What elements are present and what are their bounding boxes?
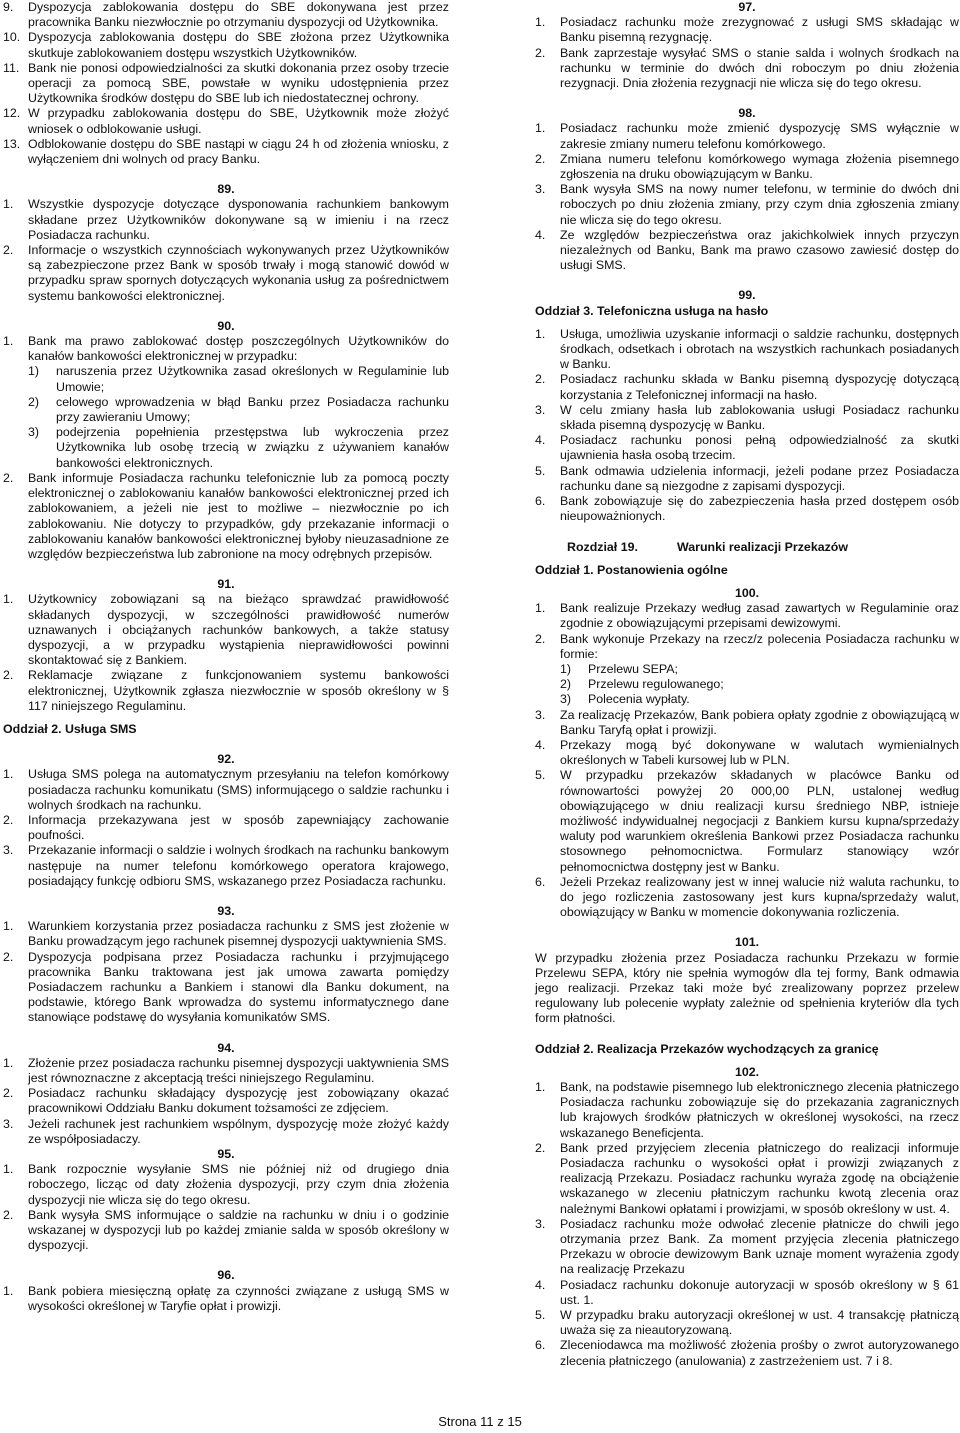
item-number: 2. [3,668,14,683]
item-number: 4. [535,433,546,448]
item-text: Ze względów bezpieczeństwa oraz jakichkolwiek innych przyczyn niezależnych od Banku, Bank ma prawo czasowo zawiesić dostęp do usługi SMS. [560,227,959,273]
list-item [3,668,449,714]
section-number: 94. [217,1040,235,1055]
item-number: 1. [3,1162,14,1177]
spacer [3,1026,449,1041]
item-number: 3. [535,1216,546,1231]
item-number: 1. [3,767,14,782]
list-item [3,106,449,136]
list-item [3,919,449,949]
section-number: 89. [217,182,235,197]
spacer [3,304,449,319]
item-number: 3. [535,182,546,197]
list-item [535,632,959,662]
item-number: 2. [535,151,546,166]
item-number: 2. [3,243,14,258]
sub-list-item [3,364,449,394]
list-item [535,327,959,373]
item-number: 2. [535,631,546,646]
spacer [3,714,449,722]
item-text: Dyspozycja zablokowania dostępu do SBE dokonywana jest przez pracownika Banku niezwłocznie po otrzymaniu dyspozycji od Użytkownika. [28,0,449,30]
item-text: Polecenia wypłaty. [588,692,690,707]
item-number: 5. [535,463,546,478]
spacer [3,889,449,904]
list-item [535,1217,959,1278]
item-number: 3) [28,425,40,440]
list-item [535,46,959,92]
item-number: 1. [3,1283,14,1298]
sub-list-item [3,395,449,425]
list-item [3,813,449,843]
list-item [535,1080,959,1141]
item-text: Bank wykonuje Przekazy na rzecz/z polecenia Posiadacza rachunku w formie: [560,631,959,661]
list-item [535,708,959,738]
list-item [535,494,959,524]
item-number: 3. [3,843,14,858]
item-number: 3. [535,707,546,722]
section-number: 102. [734,1064,760,1079]
item-text: Złożenie przez posiadacza rachunku pisemnej dyspozycji uaktywnienia SMS jest równoznaczne z akceptacją treści niniejszego Regulaminu. [28,1055,449,1085]
list-item [3,30,449,60]
sub-list-item [535,662,959,677]
item-number: 11. [3,60,20,75]
item-number: 4. [535,227,546,242]
item-number: 2. [3,1207,14,1222]
spacer [535,920,959,935]
item-text: naruszenia przez Użytkownika zasad określonych w Regulaminie lub Umowie; [56,364,449,394]
item-number: 5. [535,768,546,783]
item-text: Zleceniodawca ma możliwość złożenia prośby o zwrot autoryzowanego zlecenia płatniczego (anulowania) z zastrzeżeniem ust. 7 i 8. [560,1338,959,1368]
item-text: Posiadacz rachunku składa w Banku pisemną dyspozycję dotyczącą korzystania z Telefonicznej informacji na hasło. [560,372,959,402]
item-text: celowego wprowadzenia w błąd Banku przez Posiadacza rachunku przy zawieraniu Umowy; [56,394,449,425]
item-text: Bank wysyła SMS informujące o saldzie na rachunku w dniu i o godzinie wskazanej w dyspozycji lub po każdej zmianie salda w sposób określony w dyspozycji. [28,1207,449,1253]
section-number: 99. [738,288,756,303]
list-item [3,843,449,889]
list-item [3,1056,449,1086]
item-number: 1. [535,1080,546,1094]
spacer [3,737,449,752]
item-text: Bank rozpocznie wysyłanie SMS nie później niż od drugiego dnia roboczego, licząc od daty złożenia dyspozycji, przy czym dnia złożenia dyspozycji nie wlicza się do tego okresu. [28,1162,449,1207]
spacer [3,562,449,577]
item-text: W przypadku zablokowania dostępu do SBE, Użytkownik może złożyć wniosek o odblokowanie usługi. [28,106,449,136]
item-text: Bank ma prawo zablokować dostęp poszczególnych Użytkowników do kanałów bankowości elektronicznej w przypadku: [28,334,449,364]
spacer [535,273,959,288]
item-text: Posiadacz rachunku składający dyspozycję jest zobowiązany okazać pracownikowi Oddziału Banku dokument tożsamości ze zdjęciem. [28,1086,449,1116]
item-text: Bank nie ponosi odpowiedzialności za skutki dokonania przez osoby trzecie operacji za pomocą SBE, powstałe w wyniku udostępnienia przez Użytkownika środków dostępu do SBE lub ich niedostatecznej ochrony. [28,60,449,106]
item-text: Posiadacz rachunku dokonuje autoryzacji w sposób określony w § 61 ust. 1. [560,1277,959,1307]
list-item [3,592,449,668]
item-number: 1. [535,15,546,30]
item-text: Bank, na podstawie pisemnego lub elektronicznego zlecenia płatniczego Posiadacza rachunku zobowiązuje się do przekazania zagranicznych lub krajowych środków płatniczych w określonej wysokości, na rzecz wskazanego Beneficjenta. [560,1080,959,1140]
list-item [535,768,959,874]
spacer [535,1027,959,1042]
item-number: 2. [535,1140,546,1155]
item-number: 2. [3,1086,14,1101]
item-text: Bank zaprzestaje wysyłać SMS o stanie salda i wolnych środkach na rachunku w terminie do dwóch dni roboczym po dniu złożenia rezygnacji. Dnia złożenia rezygnacji nie wlicza się do tego okresu. [560,45,959,91]
list-item [535,464,959,494]
list-item [3,1086,449,1116]
item-number: 4. [535,737,546,752]
item-text: Warunkiem korzystania przez posiadacza rachunku z SMS jest złożenie w Banku prowadzącym jego rachunek pisemnej dyspozycji uaktywnienia SMS. [28,919,449,949]
section-number: 90. [217,318,235,333]
item-text: Użytkownicy zobowiązani są na bieżąco sprawdzać prawidłowość składanych dyspozycji, w szczególności prawidłowość numerów uznawanych i obciążanych rachunków bankowych, a także statusy dyspozycji, a w przypadku wystąpienia nieprawidłowości powinni skontaktować się z Bankiem. [28,592,449,668]
item-text: Bank odmawia udzielenia informacji, jeżeli podane przez Posiadacza rachunku dane są niezgodne z zapisami dyspozycji. [560,463,959,493]
item-text: Usługa, umożliwia uzyskanie informacji o saldzie rachunku, dostępnych środkach, odsetkach i obrotach na wszystkich rachunkach posiadanych w Banku. [560,326,959,372]
list-item [535,738,959,768]
item-number: 1. [3,592,14,607]
chapter-number: Rozdział 19. [567,539,638,554]
section-number: 97. [738,0,756,14]
item-text: Przelewu SEPA; [588,661,678,676]
item-number: 1. [3,919,14,934]
list-item [3,1208,449,1254]
item-text: W celu zmiany hasła lub zablokowania usługi Posiadacz rachunku składa pisemną dyspozycję w Banku. [560,402,959,433]
item-text: Informacje o wszystkich czynnościach wykonywanych przez Użytkowników są zabezpieczone przez Bank w sposób trwały i mogą stanowić dowód w przypadku spraw spornych dotyczących wykonania usług za pośrednictwem systemu bankowości elektronicznej. [28,243,449,303]
item-text: Posiadacz rachunku może zmienić dyspozycję SMS wyłącznie w zakresie zmiany numeru telefonu komórkowego. [560,121,959,151]
item-text: Bank realizuje Przekazy według zasad zawartych w Regulaminie oraz zgodnie z obowiązującymi przepisami dewizowymi. [560,601,959,631]
item-number: 3. [3,1116,14,1131]
list-item [535,1278,959,1308]
section-heading: Oddział 1. Postanowienia ogólne [535,562,728,577]
list-item [3,1117,449,1147]
list-item [3,1284,449,1314]
list-item [535,403,959,433]
chapter-heading [535,540,959,555]
item-number: 6. [535,874,546,889]
item-text: Jeżeli rachunek jest rachunkiem wspólnym, dyspozycję może złożyć każdy ze współposiadaczy. [28,1116,449,1146]
list-item [535,182,959,228]
section-number: 98. [738,106,756,121]
list-item [535,1338,959,1368]
list-item [535,1308,959,1338]
item-number: 1. [535,326,546,341]
page-footer: Strona 11 z 15 [438,1414,522,1429]
list-item [535,121,959,151]
item-number: 2) [560,677,572,692]
item-number: 3. [535,402,546,417]
spacer [3,1253,449,1268]
spacer [535,1057,959,1065]
item-number: 4. [535,1277,546,1292]
item-text: Odblokowanie dostępu do SBE nastąpi w ciągu 24 h od złożenia wniosku, z wyłączeniem dni wolnych od pracy Banku. [28,136,449,167]
item-number: 2. [3,470,14,485]
item-number: 1) [560,661,572,676]
section-number: 92. [217,752,235,767]
list-item [535,433,959,463]
list-item [3,471,449,562]
item-text: podejrzenia popełnienia przestępstwa lub wykroczenia przez Użytkownika lub osobę trzecią w związku z używaniem kanałów bankowości elektronicznych. [56,425,449,470]
list-item [535,601,959,631]
item-number: 2. [3,812,14,827]
item-text: Przekazanie informacji o saldzie i wolnych środkach na rachunku bankowym następuje na numer telefonu komórkowego operatora krajowego, posiadający funkcję odbioru SMS, wskazanego przez Posiadacza rachunku. [28,843,449,888]
item-text: Dyspozycja zablokowania dostępu do SBE złożona przez Użytkownika skutkuje zablokowaniem dostępu wszystkich Użytkowników. [28,30,449,60]
item-text: Reklamacje związane z funkcjonowaniem systemu bankowości elektronicznej, Użytkownik zgłasza niezwłocznie w sposób określony w § 117 niniejszego Regulaminu. [28,668,449,713]
item-number: 13. [3,136,21,151]
right-column [535,0,959,1369]
item-number: 12. [3,106,21,121]
list-item [535,152,959,182]
item-text: Bank przed przyjęciem zlecenia płatniczego do realizacji informuje Posiadacza rachunku o wysokości opłat i prowizji związanych z realizacją Przekazu. Posiadacz rachunku wyraża zgodę na obciążenie wskazanego w zleceniu płatniczym rachunku kwotą zlecenia oraz należnymi Bankowi opłatami i prowizjami, w sposób określony w ust. 4. [560,1140,959,1216]
section-heading: Oddział 2. Realizacja Przekazów wychodzących za granicę [535,1041,879,1056]
spacer [535,555,959,563]
list-item [535,228,959,274]
item-text: Dyspozycja podpisana przez Posiadacza rachunku i przyjmującego pracownika Banku traktowana jest jak umowa zawarta pomiędzy Posiadaczem rachunku a Bankiem i stanowi dla Banku dokument, na podstawie, którego Bank wprowadza do systemu informatycznego dane stanowiące podstawę do wysyłania komunikatów SMS. [28,949,449,1025]
item-text: W przypadku braku autoryzacji określonej w ust. 4 transakcję płatniczą uważa się za nieautoryzowaną. [560,1308,959,1338]
item-text: Posiadacz rachunku może zrezygnować z usługi SMS składając w Banku pisemną rezygnację. [560,15,959,45]
item-text: Informacja przekazywana jest w sposób zapewniający zachowanie poufności. [28,812,449,843]
item-text: Bank informuje Posiadacza rachunku telefonicznie lub za pomocą poczty elektronicznej o zablokowaniu kanałów bankowości elektronicznej przed ich zablokowaniem, a jeżeli nie jest to możliwe – niezwłocznie po ich zablokowaniu. Nie dotyczy to przypadków, gdy przekazanie informacji o zablokowaniu kanałów bankowości elektronicznej byłoby nieuzasadnione ze względów bezpieczeństwa lub zabronione na mocy odrębnych przepisów. [28,470,449,561]
list-item [3,767,449,813]
item-text: Przekazy mogą być dokonywane w walutach wymienialnych określonych w Tabeli kursowej lub w PLN. [560,737,959,768]
item-number: 1. [535,121,546,136]
list-item [3,243,449,304]
item-number: 2. [535,372,546,387]
sub-list-item [535,677,959,692]
item-number: 1. [3,334,14,349]
list-item [535,372,959,402]
chapter-title: Warunki realizacji Przekazów [677,539,849,554]
item-number: 2. [3,949,14,964]
item-text: Bank pobiera miesięczną opłatę za czynności związane z usługą SMS w wysokości określonej w Taryfie opłat i prowizji. [28,1283,449,1313]
section-number: 93. [217,903,235,918]
spacer [535,578,959,586]
item-text: Przelewu regulowanego; [588,677,724,692]
item-number: 3) [560,692,572,707]
item-text: Wszystkie dyspozycje dotyczące dysponowania rachunkiem bankowym składane przez Użytkowników dokonywane są w imieniu i na rzecz Posiadacza rachunku. [28,197,449,242]
list-item [3,334,449,364]
item-number: 2. [535,45,546,60]
paragraph: W przypadku złożenia przez Posiadacza rachunku Przekazu w formie Przelewu SEPA, który nie spełnia wymogów dla tej formy, Bank odmawia jego realizacji. Przekaz taki może być zrealizowany poprzez przelew regulowany lub polecenie wypłaty zależnie od spełnienia kryteriów dla tych form płatności. [535,950,959,1026]
item-text: Jeżeli Przekaz realizowany jest w innej walucie niż waluta rachunku, to do jego rozliczenia zastosowany jest kurs kupna/sprzedaży walut, obowiązujący w Banku w momencie dokonywania rozliczenia. [560,874,959,920]
section-heading: Oddział 2. Usługa SMS [3,721,137,736]
item-text: Usługa SMS polega na automatycznym przesyłaniu na telefon komórkowy posiadacza rachunku komunikatu (SMS) informującego o saldzie rachunku i wolnych środkach na rachunku. [28,767,449,812]
list-item [3,950,449,1026]
list-item [535,1141,959,1217]
item-text: Bank zobowiązuje się do zabezpieczenia hasła przed dostępem osób nieupoważnionych. [560,494,959,524]
list-item [3,197,449,243]
section-number: 96. [217,1268,235,1283]
item-number: 1. [3,1055,14,1070]
item-number: 1. [3,197,14,212]
spacer [535,525,959,540]
spacer [535,319,959,327]
item-number: 5. [535,1308,546,1323]
list-item [535,15,959,45]
section-heading: Oddział 3. Telefoniczna usługa na hasło [535,303,769,318]
section-number: 95. [217,1147,235,1162]
section-number: 100. [734,585,760,600]
item-text: W przypadku przekazów składanych w placówce Banku od równowartości powyżej 20 000,00 PLN, ustalonej według obowiązującego w dniu realizacji kursu średniego NBP, istnieje możliwość indywidualnej negocjacji z Bankiem kursu kupna/sprzedaży waluty pod warunkiem określenia Bankowi przez Posiadacza rachunku stosownego pełnomocnictwa. Formularz stanowiący wzór pełnomocnictwa dostępny jest w Banku. [560,768,959,874]
spacer [3,167,449,182]
item-text: Bank wysyła SMS na nowy numer telefonu, w terminie do dwóch dni roboczych po dniu złożenia zmiany, przy czym dnia zgłoszenia zmiany nie wlicza się do tego okresu. [560,182,959,227]
sub-list-item [535,692,959,707]
section-number: 91. [217,577,235,592]
item-number: 10. [3,30,21,45]
item-text: Za realizację Przekazów, Bank pobiera opłaty zgodnie z obowiązującą w Banku Taryfą opłat i prowizji. [560,707,959,737]
item-number: 1. [535,601,546,616]
list-item [3,0,449,30]
item-number: 9. [3,0,14,14]
list-item [535,875,959,921]
item-text: Posiadacz rachunku ponosi pełną odpowiedzialność za skutki ujawnienia hasła osobą trzecim. [560,433,959,463]
list-item [3,61,449,107]
spacer [535,91,959,106]
item-number: 6. [535,494,546,509]
list-item [3,137,449,167]
item-number: 2) [28,394,40,409]
item-number: 6. [535,1338,546,1353]
left-column [3,0,449,1314]
sub-list-item [3,425,449,471]
item-number: 1) [28,364,40,379]
item-text: Zmiana numeru telefonu komórkowego wymaga złożenia pisemnego zgłoszenia na druku obowiązującym w Banku. [560,151,959,182]
list-item [3,1162,449,1208]
section-number: 101. [734,935,760,950]
item-text: Posiadacz rachunku może odwołać zlecenie płatnicze do chwili jego otrzymania przez Bank. Za moment przyjęcia zlecenia płatniczego Przekazu w obrocie dewizowym Bank uznaje moment wyrażenia zgody na realizację Przekazu [560,1216,959,1277]
